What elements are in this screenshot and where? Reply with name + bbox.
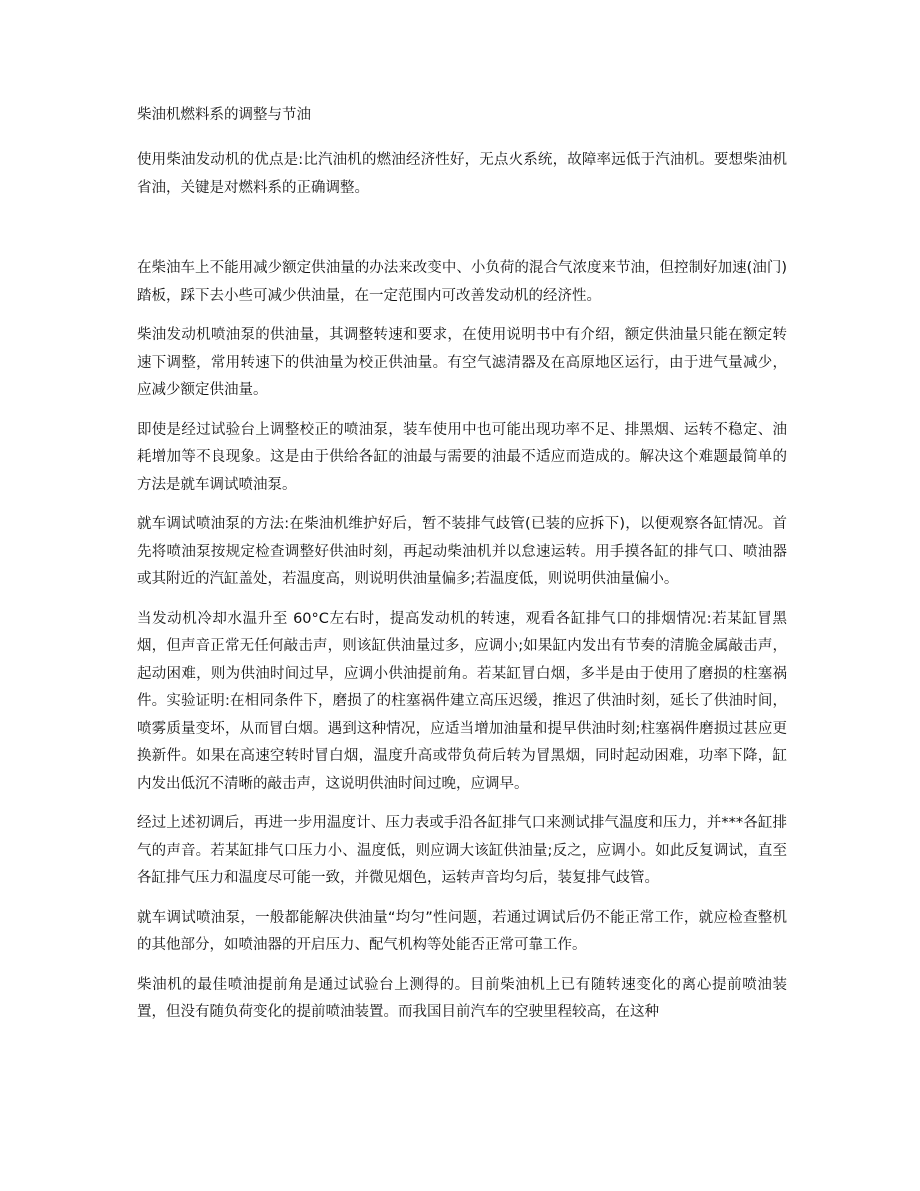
- paragraph: 即使是经过试验台上调整校正的喷油泵，装车使用中也可能出现功率不足、排黑烟、运转不稳定、油耗增加等不良现象。这是由于供给各缸的油最与需要的油最不适应而造成的。解决这个难题最简单的方法是就车调试喷油泵。: [137, 421, 787, 493]
- paragraph: 柴油机的最佳喷油提前角是通过试验台上测得的。目前柴油机上已有随转速变化的离心提前喷油装置，但没有随负荷变化的提前喷油装置。而我国目前汽车的空驶里程较高，在这种: [137, 976, 787, 1020]
- paragraph: 柴油发动机喷油泵的供油量，其调整转速和要求，在使用说明书中有介绍，额定供油量只能在额定转速下调整，常用转速下的供油量为校正供油量。有空气滤清器及在高原地区运行，由于进气量减少，应减少额定供油量。: [137, 327, 787, 398]
- paragraph: 就车调试喷油泵，一般都能解决供油量“均匀”性问题，若通过调试后仍不能正常工作，就应检查整机的其他部分，如喷油器的开启压力、配气机构等处能否正常可靠工作。: [137, 909, 787, 953]
- paragraph: 在柴油车上不能用减少额定供油量的办法来改变中、小负荷的混合气浓度来节油，但控制好加速(油门)踏板，踩下去小些可减少供油量，在一定范围内可改善发动机的经济性。: [137, 260, 787, 304]
- paragraph: 当发动机冷却水温升至 60°C左右时，提高发动机的转速，观看各缸排气口的排烟情况:若某缸冒黑烟，但声音正常无任何敲击声，则该缸供油量过多，应调小;如果缸内发出有节奏的清脆金属敲击声，起动困难，则为供油时间过早，应调小供油提前角。若某缸冒白烟，多半是由于使用了磨损的柱塞祸件。实验证明:在相同条件下，磨损了的柱塞祸件建立高压迟缓，推迟了供油时刻，延长了供油时间，喷雾质量变坏，从而冒白烟。遇到这种情况，应适当增加油量和提早供油时刻;柱塞祸件磨损过甚应更换新件。如果在高速空转时冒白烟，温度升高或带负荷后转为冒黑烟，同时起动困难，功率下降，缸内发出低沉不清晰的敲击声，这说明供油时间过晚，应调早。: [137, 610, 787, 792]
- paragraph: 使用柴油发动机的优点是:比汽油机的燃油经济性好，无点火系统，故障率远低于汽油机。要想柴油机省油，关键是对燃料系的正确调整。: [137, 152, 787, 196]
- paragraph: 就车调试喷油泵的方法:在柴油机维护好后，暂不装排气歧管(已装的应拆下)，以便观察各缸情况。首先将喷油泵按规定检查调整好供油时刻，再起动柴油机并以怠速运转。用手摸各缸的排气口、喷油器或其附近的汽缸盖处，若温度高，则说明供油量偏多;若温度低，则说明供油量偏小。: [137, 516, 787, 587]
- document-page: [137, 103, 787, 1039]
- document-title: 柴油机燃料系的调整与节油: [137, 107, 311, 123]
- paragraph: 经过上述初调后，再进一步用温度计、压力表或手沿各缸排气口来测试排气温度和压力，并***各缸排气的声音。若某缸排气口压力小、温度低，则应调大该缸供油量;反之，应调小。如此反复调试，直至各缸排气压力和温度尽可能一致，并微见烟色，运转声音均匀后，装复排气歧管。: [137, 815, 787, 886]
